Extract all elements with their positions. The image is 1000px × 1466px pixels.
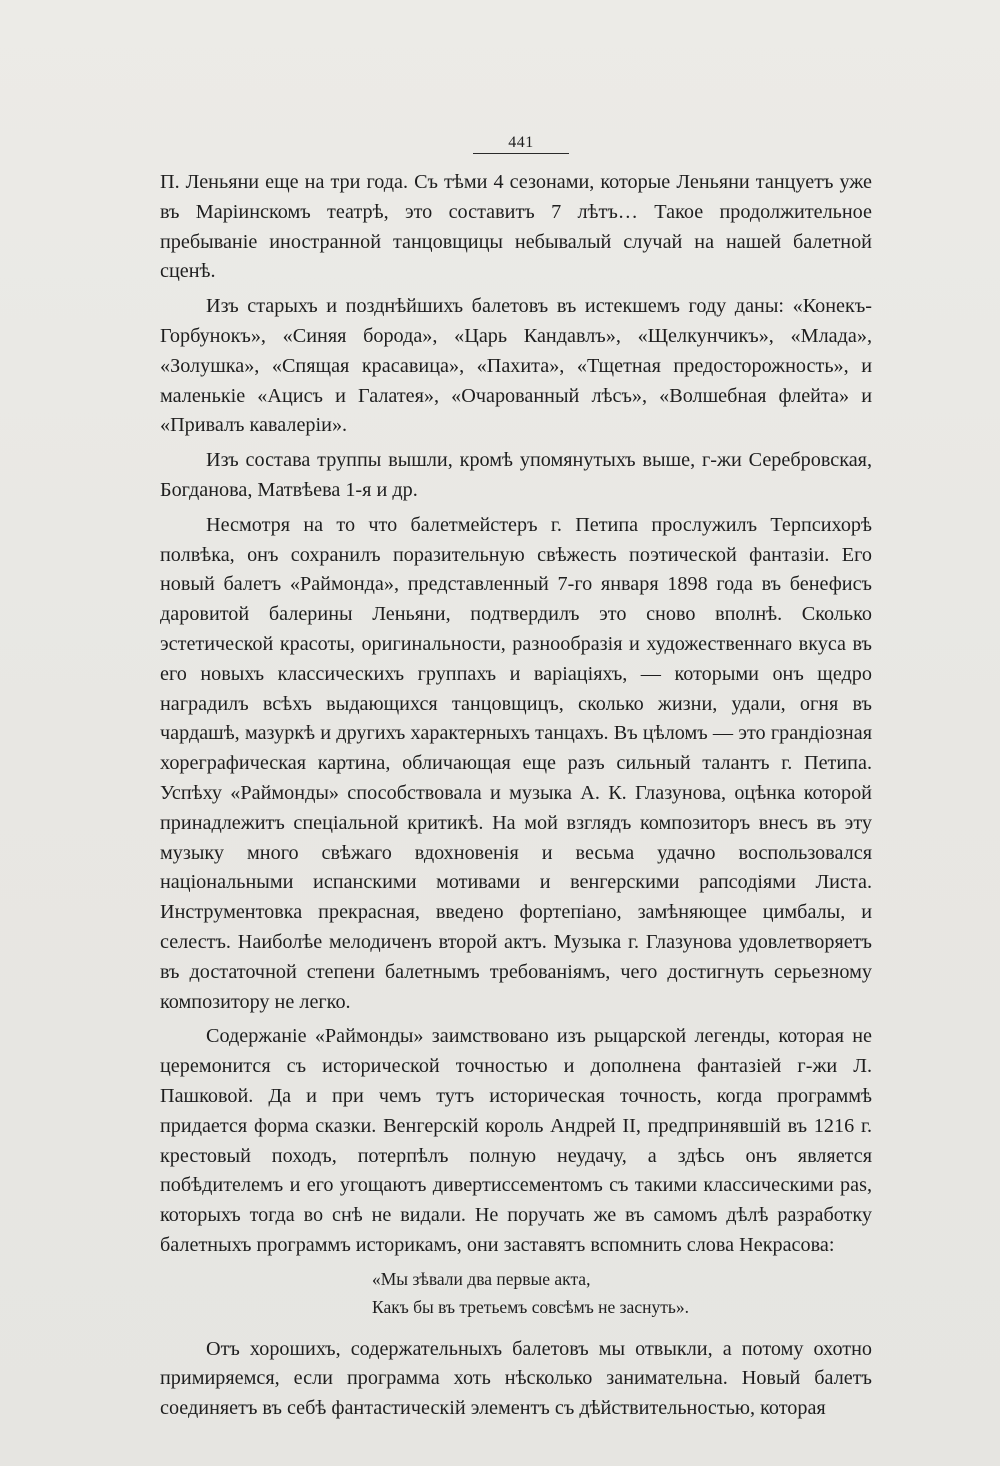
paragraph-raymonda-content: Содержаніе «Раймонды» заимствовано изъ рыцарской легенды, которая не церемонится съ исторической точностью и дополнена фантазіей г-жи Л. Пашковой. Да и при чемъ тутъ историческая точность, когда программѣ придается форма сказки. Венгерскій король Андрей II, предпринявшій въ 1216 г. крестовый походъ, потерпѣлъ полную неудачу, а здѣсь онъ является побѣдителемъ и его угощаютъ дивертиссементомъ съ такими классическими pas, которыхъ тогда во снѣ не видали. Не поручать же въ самомъ дѣлѣ разработку балетныхъ программъ историкамъ, они заставятъ вспомнить слова Некрасова: (160, 1025, 872, 1256)
body-text (160, 168, 872, 1424)
quote-line-2: Какъ бы въ третьемъ совсѣмъ не заснуть». (372, 1296, 689, 1317)
page-number: 441 (508, 134, 534, 151)
paragraph-troupe-departures: Изъ состава труппы вышли, кромѣ упомянутыхъ выше, г-жи Серебровская, Богданова, Матвѣева 1-я и др. (160, 449, 872, 501)
page-number-rule (473, 153, 569, 154)
page-header (473, 134, 569, 154)
quote-line-1: «Мы зѣвали два первые акта, (372, 1268, 591, 1289)
paragraph-continuation: П. Леньяни еще на три года. Съ тѣми 4 сезонами, которые Леньяни танцуетъ уже въ Маріинскомъ театрѣ, это составитъ 7 лѣтъ… Такое продолжительное пребываніе иностранной танцовщицы небывалый случай на нашей балетной сценѣ. (160, 171, 872, 283)
paragraph-petipa-raymonda: Несмотря на то что балетмейстеръ г. Петипа прослужилъ Терпсихорѣ полвѣка, онъ сохранилъ поразительную свѣжесть поэтической фантазіи. Его новый балетъ «Раймонда», представленный 7-го января 1898 года въ бенефисъ даровитой балерины Леньяни, подтвердилъ это сново вполнѣ. Сколько эстетической красоты, оригинальности, разнообразія и художественнаго вкуса въ его новыхъ классическихъ группахъ и варіаціяхъ, — которыми онъ щедро наградилъ всѣхъ выдающихся танцовщицъ, сколько жизни, удали, огня въ чардашѣ, мазуркѣ и другихъ характерныхъ танцахъ. Въ цѣломъ — это грандіозная хореграфическая картина, обличающая еще разъ сильный талантъ г. Петипа. Успѣху «Раймонды» способствовала и музыка А. К. Глазунова, оцѣнка которой принадлежитъ спеціальной критикѣ. На мой взглядъ композиторъ внесъ въ эту музыку много свѣжаго вдохновенія и весьма удачно воспользовался національными испанскими мотивами и венгерскими рапсодіями Листа. Инструментовка прекрасная, введено фортепіано, замѣняющее цимбалы, и селестъ. Наиболѣе мелодиченъ второй актъ. Музыка г. Глазунова удовлетворяетъ въ достаточной степени балетнымъ требованіямъ, чего достигнуть серьезному композитору не легко. (160, 513, 872, 1013)
nekrasov-quote (160, 1265, 872, 1321)
paragraph-ballets-list: Изъ старыхъ и позднѣйшихъ балетовъ въ истекшемъ году даны: «Конекъ-Горбунокъ», «Синяя борода», «Царь Кандавлъ», «Щелкунчикъ», «Млада», «Золушка», «Спящая красавица», «Пахита», «Тщетная предосторожность», и маленькіе «Ацисъ и Галатея», «Очарованный лѣсъ», «Волшебная флейта» и «Привалъ кавалеріи». (160, 295, 872, 437)
paragraph-final: Отъ хорошихъ, содержательныхъ балетовъ мы отвыкли, а потому охотно примиряемся, если программа хоть нѣсколько занимательна. Новый балетъ соединяетъ въ себѣ фантастическій элементъ съ дѣйствительностью, которая (160, 1337, 872, 1420)
